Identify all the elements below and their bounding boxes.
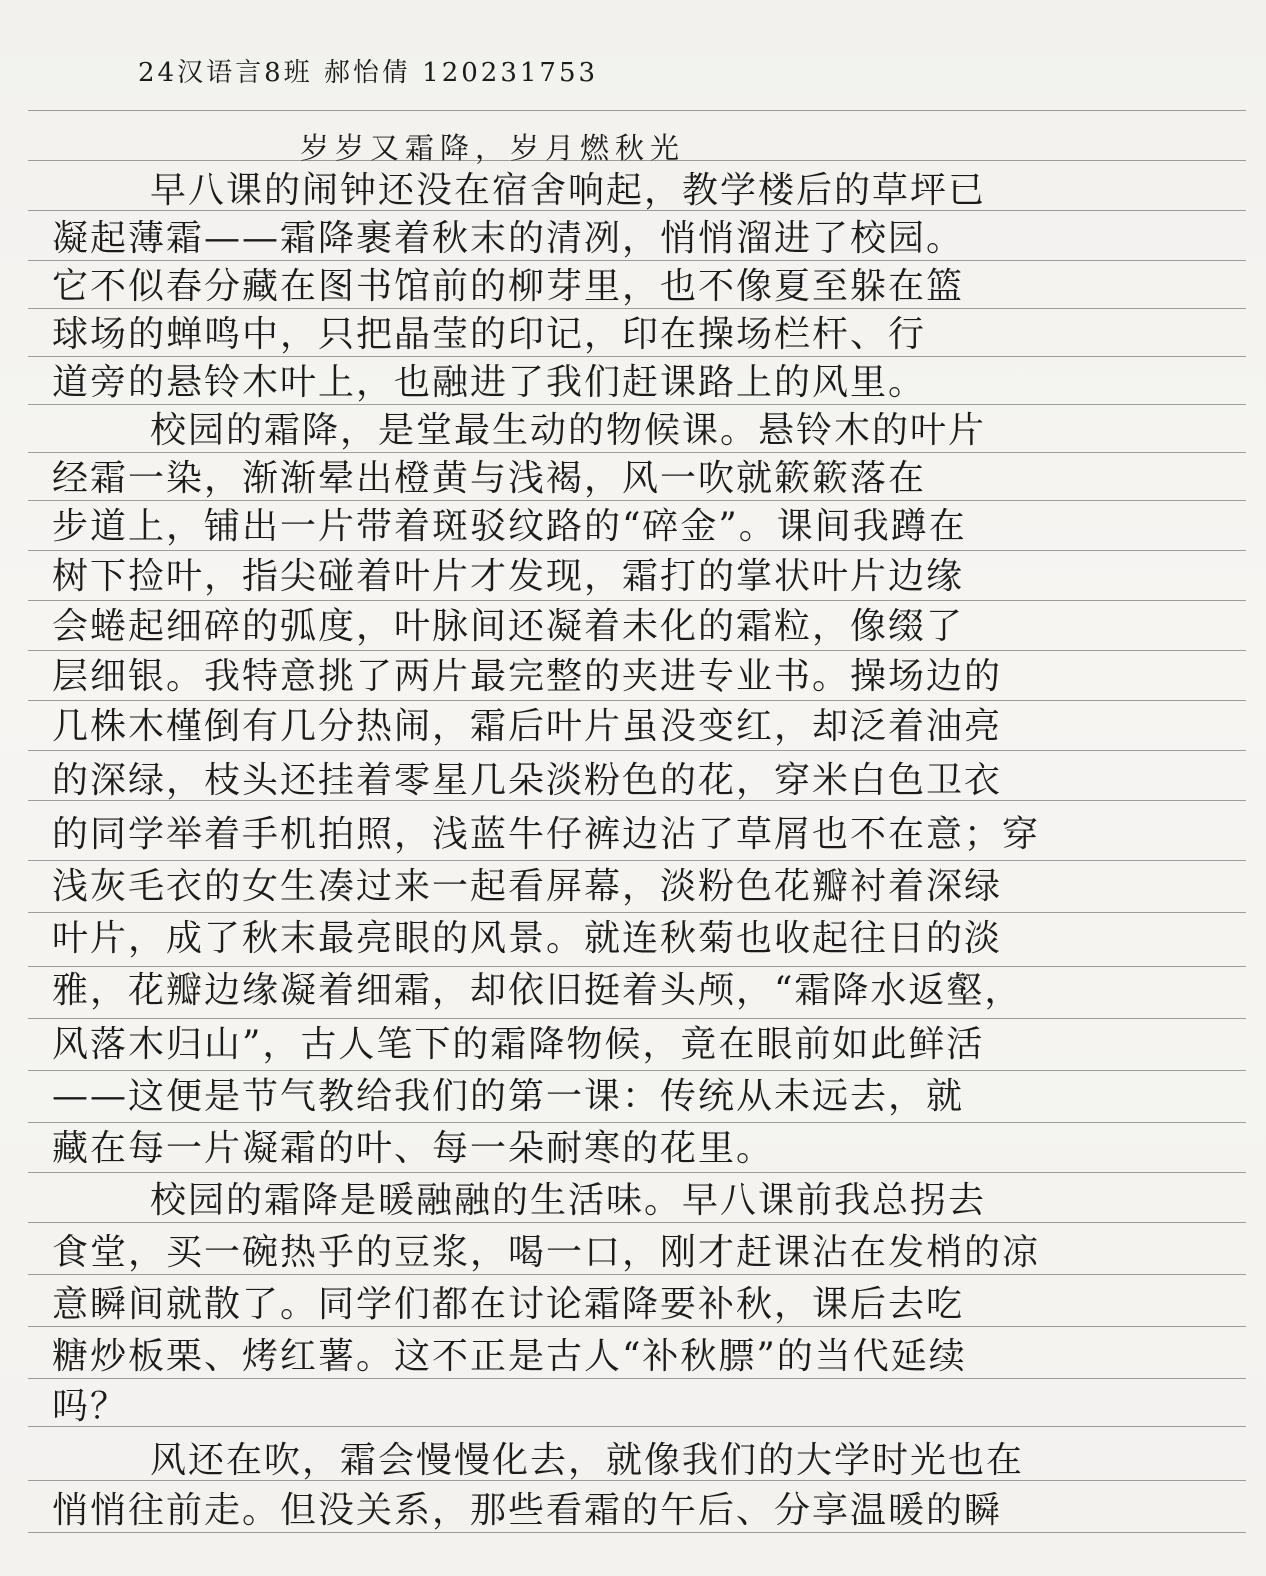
ruled-line <box>28 860 1246 861</box>
essay-line: 糖炒板栗、烤红薯。这不正是古人“补秋膘”的当代延续 <box>52 1336 967 1377</box>
ruled-line <box>28 404 1246 405</box>
essay-line: 的深绿，枝头还挂着零星几朵淡粉色的花，穿米白色卫衣 <box>52 760 1003 801</box>
ruled-line <box>28 650 1246 651</box>
ruled-line <box>28 1172 1246 1173</box>
essay-line: 校园的霜降是暖融融的生活味。早八课前我总拐去 <box>150 1180 987 1221</box>
ruled-line <box>28 308 1246 309</box>
essay-line: 雅，花瓣边缘凝着细霜，却依旧挺着头颅，“霜降水返壑， <box>52 970 1023 1011</box>
ruled-line <box>28 500 1246 501</box>
ruled-line <box>28 700 1246 701</box>
essay-line: 风还在吹，霜会慢慢化去，就像我们的大学时光也在 <box>150 1440 1025 1481</box>
ruled-line <box>28 356 1246 357</box>
ruled-line <box>28 1222 1246 1223</box>
essay-line: ——这便是节气教给我们的第一课：传统从未远去，就 <box>52 1076 965 1117</box>
essay-line: 校园的霜降，是堂最生动的物候课。悬铃木的叶片 <box>150 410 987 451</box>
ruled-line <box>28 260 1246 261</box>
essay-line: 意瞬间就散了。同学们都在讨论霜降要补秋，课后去吃 <box>52 1284 965 1325</box>
ruled-line <box>28 750 1246 751</box>
essay-line: 吗？ <box>52 1386 129 1427</box>
ruled-line <box>28 1274 1246 1275</box>
ruled-line <box>28 966 1246 967</box>
ruled-line <box>28 550 1246 551</box>
ruled-line <box>28 1426 1246 1427</box>
ruled-line <box>28 1378 1246 1379</box>
essay-line: 它不似春分藏在图书馆前的柳芽里，也不像夏至躲在篮 <box>52 266 965 307</box>
essay-line: 悄悄往前走。但没关系，那些看霜的午后、分享温暖的瞬 <box>52 1490 1003 1531</box>
ruled-line <box>28 110 1246 111</box>
essay-line: 早八课的闹钟还没在宿舍响起，教学楼后的草坪已 <box>150 170 987 211</box>
essay-line: 树下捡叶，指尖碰着叶片才发现，霜打的掌状叶片边缘 <box>52 556 965 597</box>
essay-line: 几株木槿倒有几分热闹，霜后叶片虽没变红，却泛着油亮 <box>52 706 1003 747</box>
ruled-line <box>28 452 1246 453</box>
essay-line: 经霜一染，渐渐晕出橙黄与浅褐，风一吹就簌簌落在 <box>52 458 927 499</box>
essay-line: 风落木归山”，古人笔下的霜降物候，竟在眼前如此鲜活 <box>52 1024 985 1065</box>
essay-line: 叶片，成了秋末最亮眼的风景。就连秋菊也收起往日的淡 <box>52 918 1003 959</box>
ruled-line <box>28 1532 1246 1533</box>
essay-line: 层细银。我特意挑了两片最完整的夹进专业书。操场边的 <box>52 656 1003 697</box>
essay-line: 会蜷起细碎的弧度，叶脉间还凝着未化的霜粒，像缀了 <box>52 606 965 647</box>
essay-line: 步道上，铺出一片带着斑驳纹路的“碎金”。课间我蹲在 <box>52 506 967 547</box>
essay-line: 食堂，买一碗热乎的豆浆，喝一口，刚才赶课沾在发梢的凉 <box>52 1232 1041 1273</box>
ruled-line <box>28 1070 1246 1071</box>
essay-title: 岁岁又霜降，岁月燃秋光 <box>300 131 686 165</box>
student-info-header: 24汉语言8班 郝怡倩 120231753 <box>138 58 599 88</box>
ruled-line <box>28 912 1246 913</box>
essay-line: 的同学举着手机拍照，浅蓝牛仔裤边沾了草屑也不在意；穿 <box>52 814 1041 855</box>
essay-line: 道旁的悬铃木叶上，也融进了我们赶课路上的风里。 <box>52 362 927 403</box>
essay-line: 球场的蝉鸣中，只把晶莹的印记，印在操场栏杆、行 <box>52 314 927 355</box>
ruled-line <box>28 1122 1246 1123</box>
essay-line: 藏在每一片凝霜的叶、每一朵耐寒的花里。 <box>52 1128 775 1169</box>
essay-line: 凝起薄霜——霜降裹着秋末的清冽，悄悄溜进了校园。 <box>52 218 965 259</box>
ruled-line <box>28 600 1246 601</box>
essay-line: 浅灰毛衣的女生凑过来一起看屏幕，淡粉色花瓣衬着深绿 <box>52 866 1003 907</box>
ruled-line <box>28 1326 1246 1327</box>
ruled-line <box>28 1018 1246 1019</box>
